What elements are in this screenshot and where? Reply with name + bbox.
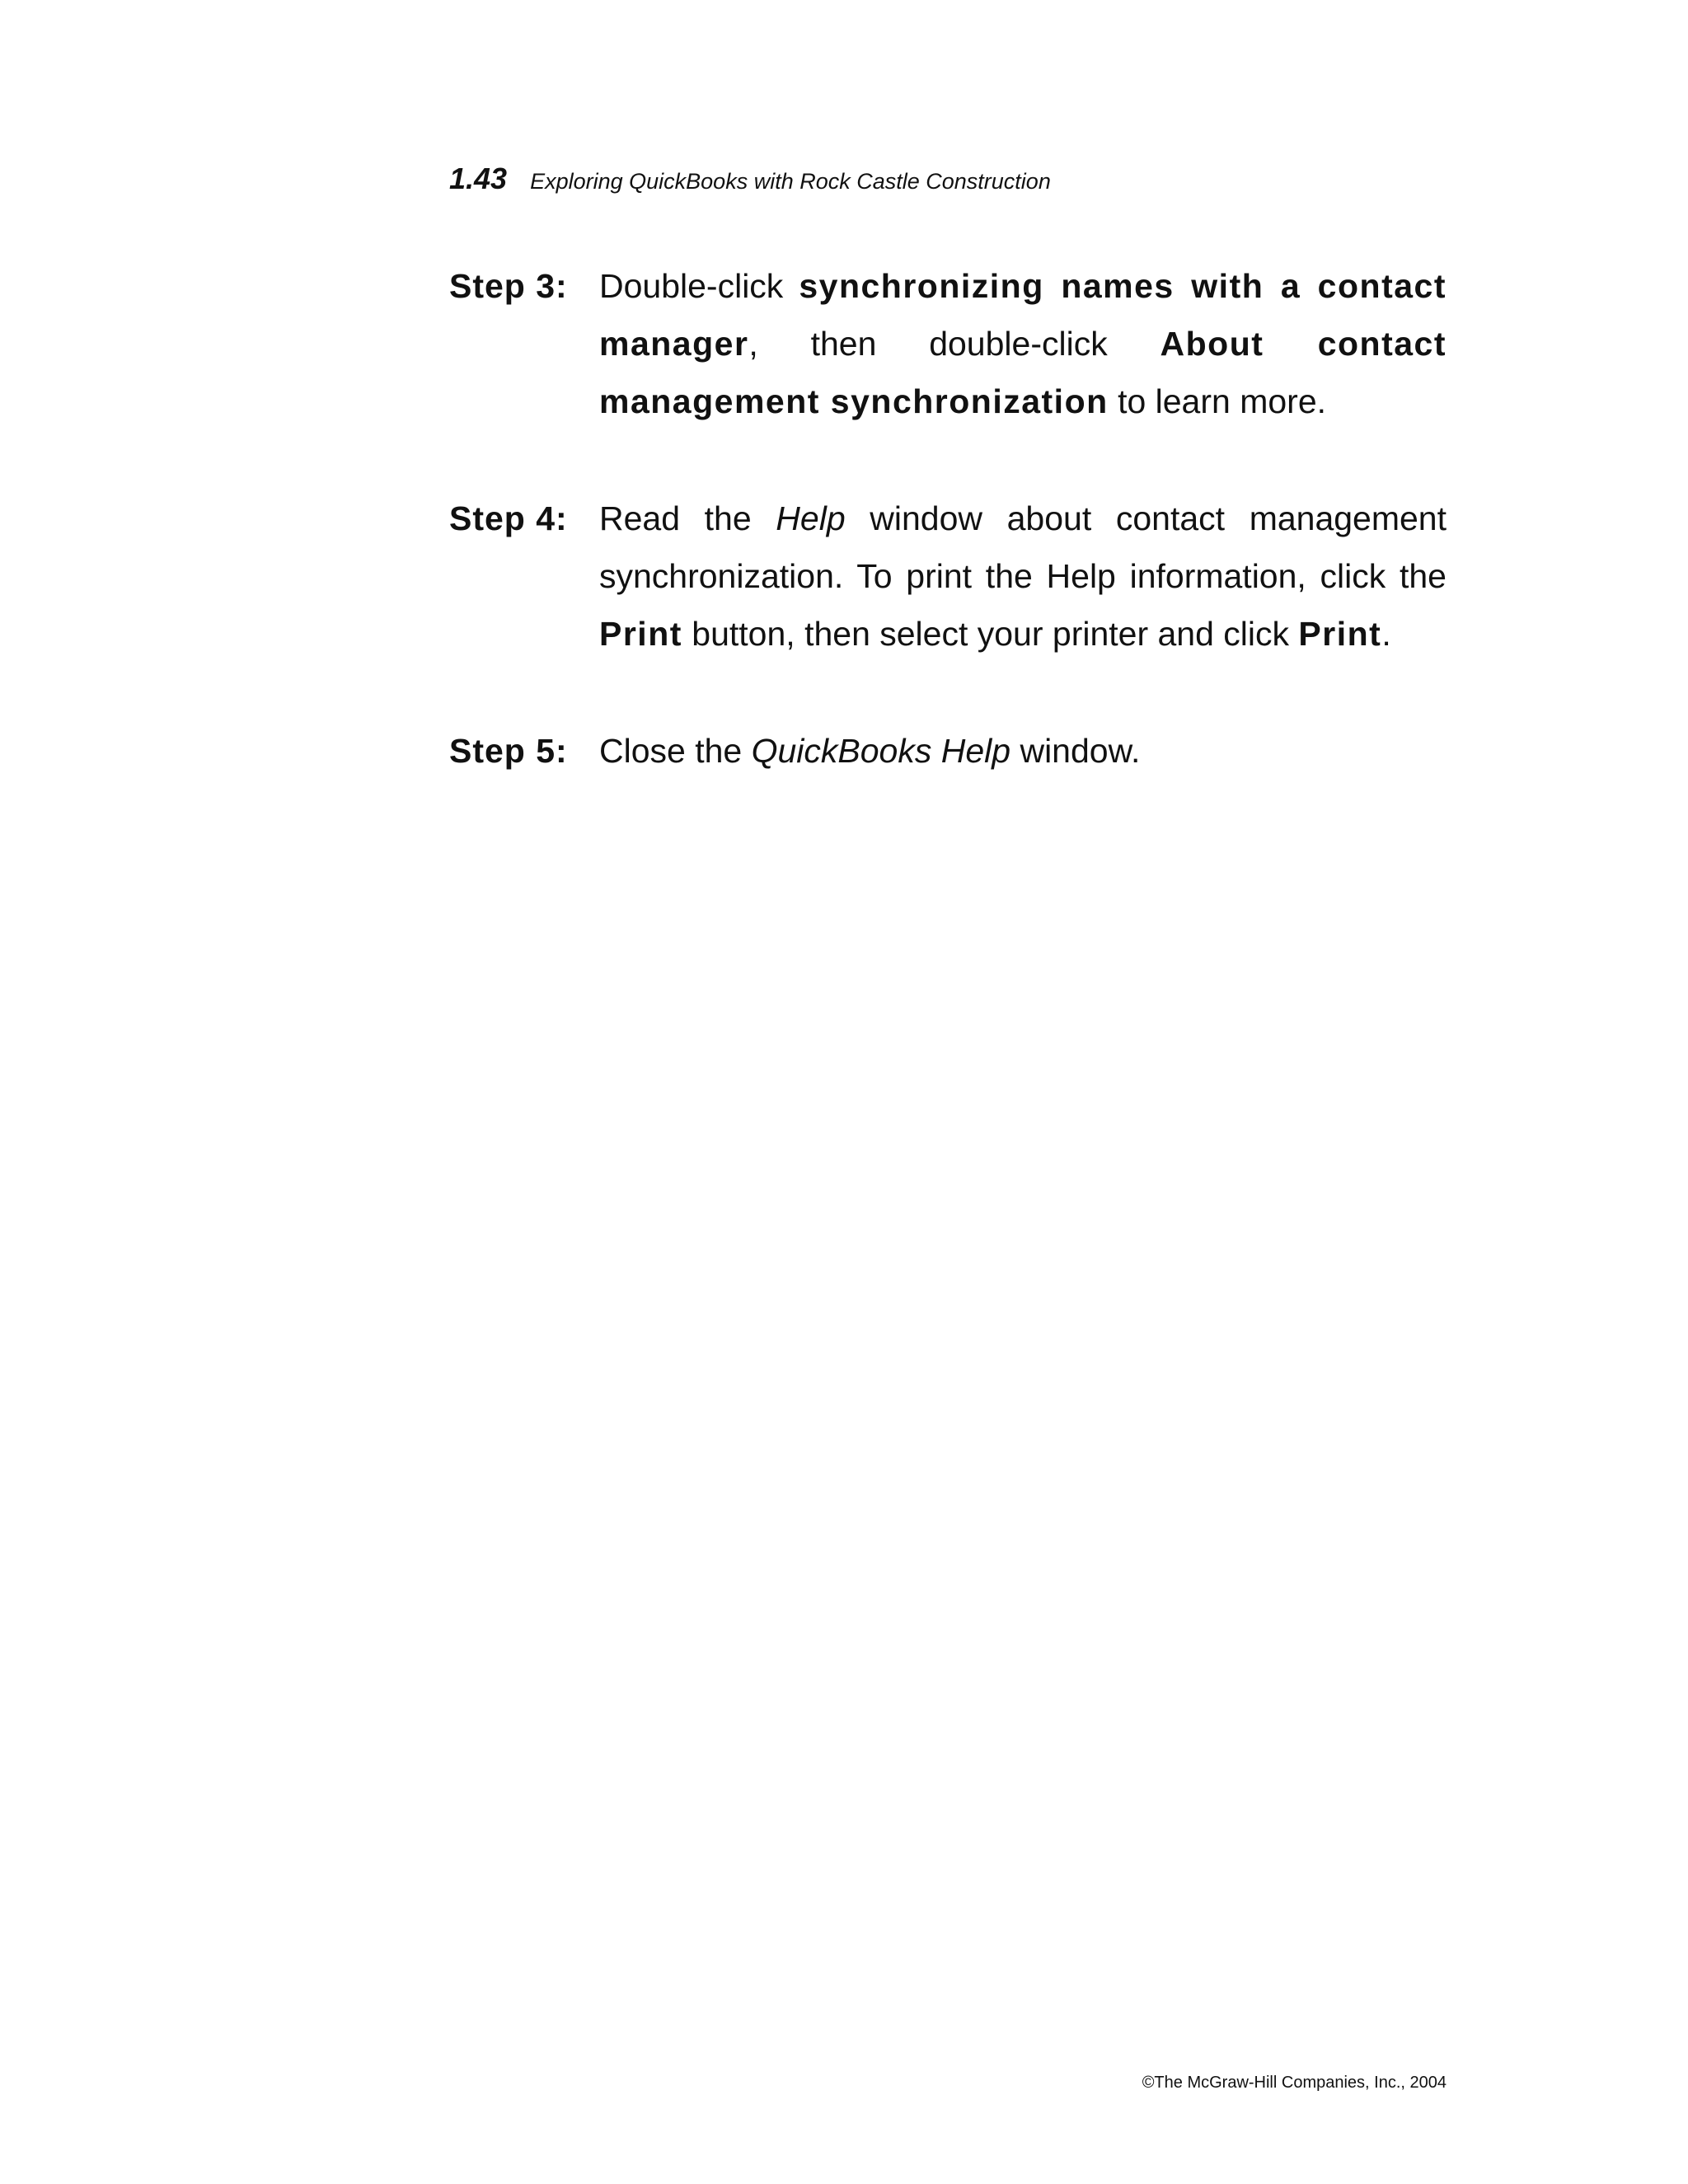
step-3-label: Step 3: (449, 267, 568, 305)
step-4-print-button-term: Print (599, 615, 682, 653)
step-5 (449, 722, 1447, 780)
step-4-text (599, 490, 1447, 663)
step-4-text-part: Read the (599, 499, 776, 537)
step-4-text-part: window about contact management synchronization. To print the Help information, click the (599, 499, 1447, 595)
step-3-text-part: to learn more. (1108, 382, 1327, 420)
step-5-window-name: QuickBooks Help (751, 732, 1011, 770)
step-4 (449, 490, 1447, 663)
step-5-text-part: Close the (599, 732, 752, 770)
header-title: Exploring QuickBooks with Rock Castle Construction (530, 169, 1051, 194)
step-3 (449, 257, 1447, 430)
step-5-text-part: window. (1010, 732, 1141, 770)
copyright-footer: ©The McGraw-Hill Companies, Inc., 2004 (1142, 2074, 1447, 2092)
step-3-text (599, 257, 1447, 430)
step-5-label: Step 5: (449, 732, 568, 770)
page-number: 1.43 (449, 162, 508, 195)
step-3-text-part: , then double-click (748, 325, 1160, 363)
step-4-window-name: Help (776, 499, 846, 537)
step-5-text (599, 722, 1447, 780)
step-4-print-action-term: Print (1298, 615, 1382, 653)
running-header (449, 162, 1447, 203)
step-3-subtopic-term: About contact management synchronization (599, 325, 1447, 420)
step-4-text-part: button, then select your printer and click (682, 615, 1299, 653)
step-3-topic-term: synchronizing names with a contact manager (599, 267, 1447, 363)
step-3-text-part: Double-click (599, 267, 799, 305)
step-4-label: Step 4: (449, 499, 568, 537)
step-4-text-part: . (1381, 615, 1391, 653)
